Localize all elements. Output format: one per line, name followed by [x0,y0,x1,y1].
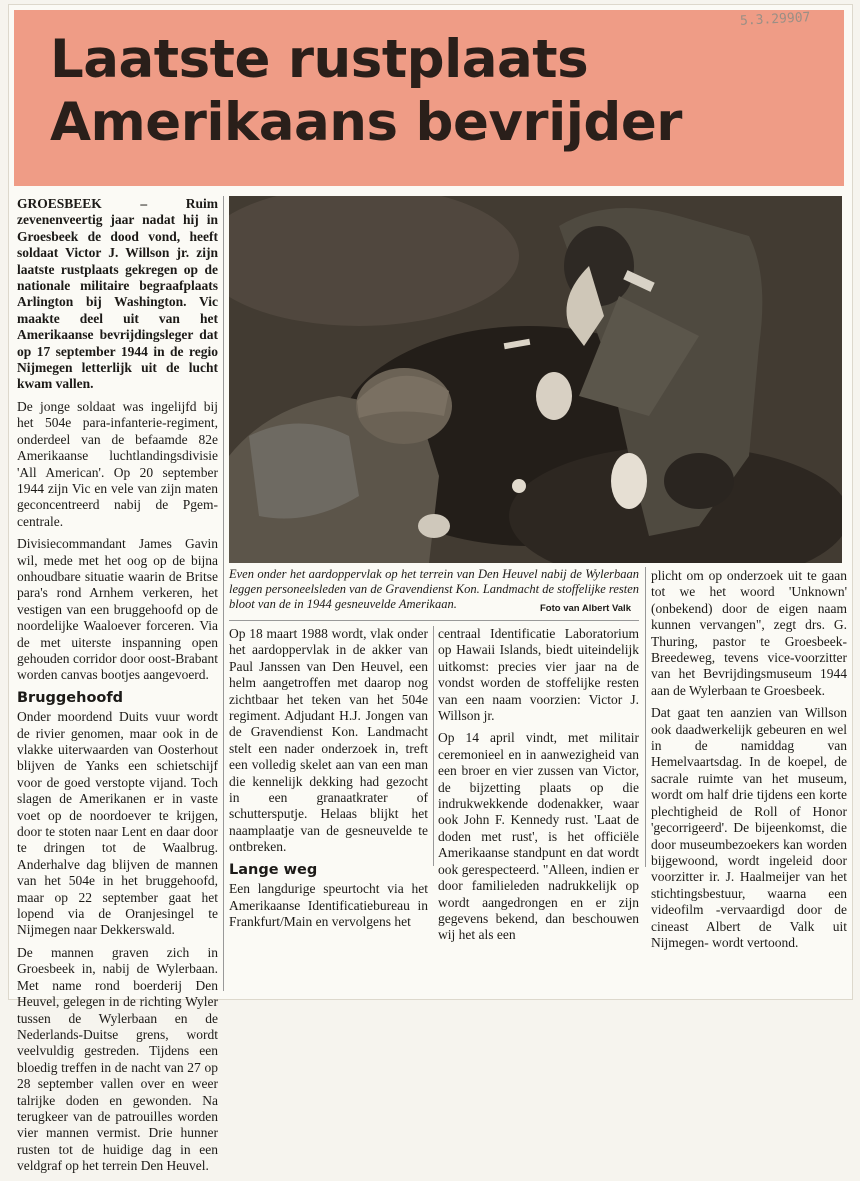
headline [50,28,682,154]
article-column-4 [651,568,847,957]
subheading-bruggehoofd: Bruggehoofd [17,689,124,706]
paragraph: Onder moordend Duits vuur wordt de rivier genomen, maar ook in de vlakke uiterwaarden van Oosterhout blijven de Yanks een schietschijf voor de goed verstopte vijand. Toch slagen de Amerikanen er in vaste voet op de noordoever te krijgen, door te stoten naar Lent en daar door te dringen tot de Waalbrug. Anderhalve dag blijven de mannen van het 504e in het bruggehoofd, maar op 22 september gaat het lopend via de Oranjesingel te Nijmegen naar Dekkerswald. [17,709,218,938]
paragraph: Op 18 maart 1988 wordt, vlak onder het aardoppervlak in de akker van Paul Janssen van Den Heuvel, een helm aangetroffen met daarop nog zichtbaar het teken van het 504e regiment. Adjudant H.J. Jongen van de Gravendienst Kon. Landmacht stelt een nader onderzoek in, treft een volledig skelet aan van een man die kennelijk dekking had gezocht in een granaatkrater of schuttersputje. Helaas blijkt het naamplaatje van de gesneuvelde te ontbreken. [229,626,428,855]
photo-credit: Foto van Albert Valk [540,603,631,614]
handwritten-date-note: 5.3.29907 [739,10,811,29]
column-divider [433,626,434,866]
paragraph: Dat gaat ten aanzien van Willson ook daadwerkelijk gebeuren en wel in de namiddag van Hemelvaartsdag. In de koepel, de sacrale ruimte van het museum, wordt om half drie tijdens een korte plechtigheid de Roll of Honor 'gecorrigeerd'. De bijeenkomst, die door museumbezoekers kan worden bijgewoond, wordt ingeleid door voorzitter ir. J. Haalmeijer van het stichtingsbestuur, waarna een videofilm -vervaardigd door de cineast Albert de Valk uit Nijmegen- wordt vertoond. [651,705,847,950]
paragraph: De jonge soldaat was ingelijfd bij het 504e para-infanterie-regiment, onderdeel van de befaamde 82e Amerikaanse luchtlandingsdivisie 'All American'. Op 20 september 1944 zijn Vic en vele van zijn maten geconcentreerd nabij de Pgem-centrale. [17,398,218,529]
photo-caption: Even onder het aardoppervlak op het terrein van Den Heuvel nabij de Wylerbaan leggen personeelsleden van de Gravendienst Kon. Landmacht de stoffelijke resten bloot van de in 1944 gesneuvelde Amerikaan. [229,567,639,611]
headline-banner [14,10,844,186]
paragraph: plicht om op onderzoek uit te gaan tot we het woord 'Unknown' (onbekend) door de eigen naam kunnen vervangen", zegt drs. G. Thuring, pastor te Groesbeek-Breedeweg, tevens vice-voorzitter van het Bevrijdingsmuseum 1944 aan de Wylerbaan te Groesbeek. [651,568,847,698]
headline-line-1: Laatste rustplaats [50,29,589,90]
paragraph: centraal Identificatie Laboratorium op Hawaii Islands, biedt uiteindelijk uitkomst: precies vier jaar na de vondst worden de stoffelijke resten van een naam voorzien: Victor J. Willson jr. [438,626,639,724]
headline-line-2: Amerikaans bevrijder [50,92,682,153]
article-column-1 [17,196,218,1181]
excavation-photo [229,196,842,563]
paragraph: Een langdurige speurtocht via het Amerikaanse Identificatiebureau in Frankfurt/Main en vervolgens het [229,881,428,929]
column-divider [645,567,646,867]
article-column-3 [438,626,639,950]
subheading-lange-weg: Lange weg [229,861,318,878]
caption-divider [229,620,639,621]
paragraph: Op 14 april vindt, met militair ceremonieel en in aanwezigheid van een broer en vier zussen van Victor, de bijzetting plaats op die indrukwekkende dodenakker, waar ook John F. Kennedy rust. 'Laat de doden met rust', is het officiële Amerikaanse standpunt en dat wordt ook gerespecteerd. "Alleen, indien er door familieleden nadrukkelijk op wordt aangedrongen en er zijn gegevens bekend, dan beschouwen wij het als een [438,730,639,943]
paragraph: Divisiecommandant James Gavin wil, mede met het oog op de bijna onhoudbare situatie waarin de Britse para's rond Arnhem verkeren, het vestigen van een bruggehoofd op de noordelijke Waaloever forceren. Via de met uiterste inspanning open gehouden corridor door oost-Brabant worden canvas bootjes aangevoerd. [17,536,218,683]
article-photo [229,196,842,563]
lead-paragraph: GROESBEEK – Ruim zevenenveertig jaar nadat hij in Groesbeek de dood vond, heeft soldaat Victor J. Willson jr. zijn laatste rustplaats gekregen op de nationale militaire begraafplaats Arlington bij Washington. Vic maakte deel uit van het Amerikaanse bevrijdingsleger dat op 17 september 1944 in de regio Nijmegen letterlijk uit de lucht kwam vallen. [17,196,218,392]
column-divider [223,196,224,991]
article-column-2 [229,626,428,936]
paragraph: De mannen graven zich in Groesbeek in, nabij de Wylerbaan. Met name rond boerderij Den Heuvel, gelegen in de richting Wyler tussen de Wylerbaan en de Nederlands-Duitse grens, wordt veelvuldig gestreden. Tijdens een bloedig treffen in de nacht van 27 op 28 september vallen over en weer talrijke doden en gewonden. Na terugkeer van de patrouilles worden vier mannen vermist. Drie hunner rusten tot de huidige dag in een veldgraf op het terrein Den Heuvel. [17,944,218,1174]
